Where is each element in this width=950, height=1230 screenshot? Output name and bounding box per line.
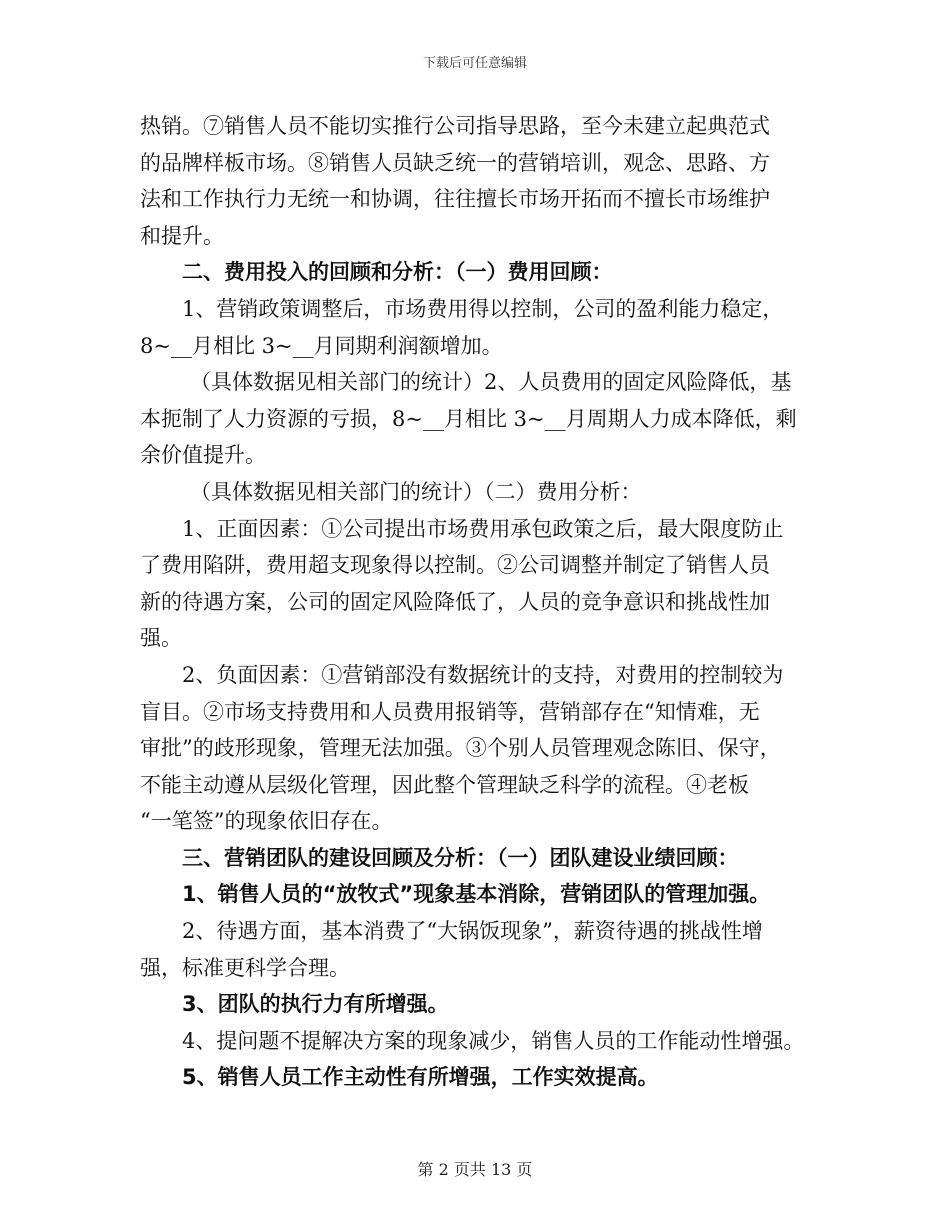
section-heading [140, 986, 815, 1023]
text-line: 二、费用投入的回顾和分析：（一）费用回顾： [182, 260, 613, 285]
text-line: 不能主动遵从层级化管理，因此整个管理缺乏科学的流程。④老板 [140, 772, 749, 797]
text-line: 新的待遇方案，公司的固定风险降低了，人员的竞争意识和挑战性加 [140, 589, 770, 614]
text-line: 盲目。②市场支持费用和人员费用报销等，营销部存在“知情难，无 [140, 699, 760, 724]
text-line: 本扼制了人力资源的亏损，8~__月相比 3~__月周期人力成本降低，剩 [140, 406, 797, 431]
text-line: 的品牌样板市场。⑧销售人员缺乏统一的营销培训，观念、思路、方 [140, 150, 770, 175]
text-line: 强，标准更科学合理。 [140, 955, 350, 980]
text-line: 审批”的歧形现象，管理无法加强。③个别人员管理观念陈旧、保守， [140, 736, 781, 761]
paragraph [140, 474, 815, 511]
text-line: 2、负面因素：①营销部没有数据统计的支持，对费用的控制较为 [182, 662, 784, 687]
paragraph [140, 364, 815, 474]
paragraph [140, 657, 815, 840]
text-line: 强。 [140, 626, 182, 651]
section-heading [140, 254, 815, 291]
text-line: 2、待遇方面，基本消费了“大锅饭现象”，薪资待遇的挑战性增 [182, 919, 763, 944]
text-line: 3、团队的执行力有所增强。 [182, 992, 449, 1017]
text-line: 热销。⑦销售人员不能切实推行公司指导思路，至今未建立起典范式 [140, 114, 770, 138]
text-line: 8~__月相比 3~__月同期利润额增加。 [140, 333, 503, 358]
text-line: （具体数据见相关部门的统计）（二）费用分析： [190, 479, 642, 504]
text-line: 余价值提升。 [140, 443, 266, 468]
text-line: 1、营销政策调整后，市场费用得以控制，公司的盈利能力稳定， [182, 296, 784, 321]
text-line: 1、销售人员的“放牧式”现象基本消除，营销团队的管理加强。 [182, 882, 771, 907]
paragraph [140, 291, 815, 328]
section-heading [140, 1059, 815, 1096]
paragraph [140, 511, 815, 657]
text-line: 和提升。 [140, 223, 224, 248]
section-heading [140, 876, 815, 913]
text-line: “一笔签”的现象依旧存在。 [140, 809, 393, 834]
document-body [140, 108, 815, 1096]
text-line: 4、提问题不提解决方案的现象减少，销售人员的工作能动性增强。 [182, 1028, 805, 1053]
text-line: 1、正面因素：①公司提出市场费用承包政策之后，最大限度防止 [182, 516, 784, 541]
paragraph [140, 1023, 815, 1060]
page-header: 下载后可任意编辑 [422, 56, 527, 71]
text-line: 法和工作执行力无统一和协调，往往擅长市场开拓而不擅长市场维护 [140, 187, 770, 212]
text-line: （具体数据见相关部门的统计）2、人员费用的固定风险降低，基 [190, 370, 792, 395]
page-footer: 第 2 页共 13 页 [417, 1160, 533, 1179]
text-line: 三、营销团队的建设回顾及分析：（一）团队建设业绩回顾： [182, 845, 739, 870]
paragraph [140, 328, 815, 365]
text-line: 了费用陷阱，费用超支现象得以控制。②公司调整并制定了销售人员 [140, 553, 770, 578]
paragraph [140, 913, 815, 986]
text-line: 5、销售人员工作主动性有所增强，工作实效提高。 [182, 1065, 659, 1090]
section-heading [140, 840, 815, 877]
paragraph [140, 108, 815, 254]
